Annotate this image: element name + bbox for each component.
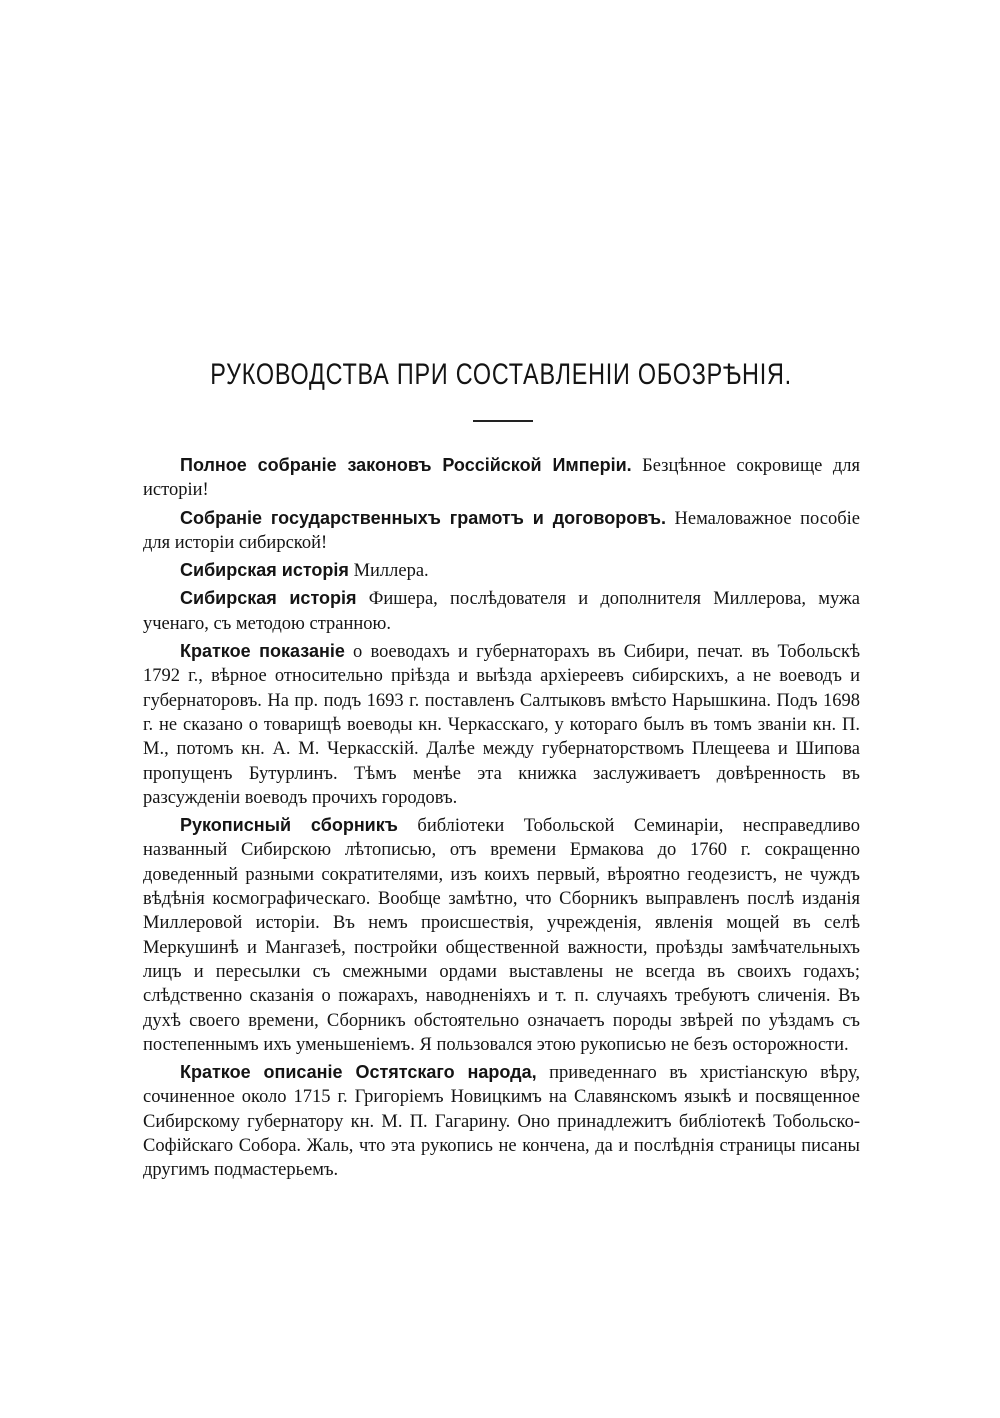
source-text-3: Миллера. — [348, 561, 429, 582]
source-entry-7 — [143, 1060, 860, 1182]
source-entry-5 — [143, 639, 860, 810]
source-entry-6 — [143, 813, 860, 1057]
page-title: РУКОВОДСТВА ПРИ СОСТАВЛЕНІИ ОБОЗРѢНІЯ. — [210, 358, 792, 391]
source-text-7: приведеннаго въ христіанскую вѣру, сочиненное около 1715 г. Григоріемъ Новицкимъ на Славянскомъ языкѣ и посвященное Сибирскому губернатору кн. М. П. Гагарину. Оно принадлежитъ библіотекѣ Тобольско-Софійскаго Собора. Жаль, что эта рукопись не кончена, да и послѣднія страницы писаны другимъ подмастерьемъ. — [143, 1063, 860, 1181]
source-heading-6: Рукописный сборникъ — [180, 815, 398, 836]
source-heading-3: Сибирская исторія — [180, 560, 349, 581]
source-heading-2: Собраніе государственныхъ грамотъ и договоровъ. — [180, 507, 666, 528]
source-text-1: Безцѣнное сокровище для исторіи! — [143, 456, 860, 501]
source-entry-1 — [143, 453, 860, 503]
source-entry-2 — [143, 506, 860, 556]
title-divider — [473, 420, 533, 422]
source-heading-4: Сибирская исторія — [180, 588, 357, 609]
source-entry-3 — [143, 558, 860, 583]
source-heading-1: Полное собраніе законовъ Россійской Имперіи. — [180, 455, 632, 475]
sources-list — [143, 453, 860, 1186]
source-heading-5: Краткое показаніе — [180, 641, 345, 662]
source-entry-4 — [143, 586, 860, 636]
source-text-2: Немаловажное пособіе для исторіи сибирской! — [143, 508, 860, 553]
source-text-6: библіотеки Тобольской Семинаріи, несправедливо названный Сибирскою лѣтописью, отъ времени Ермакова до 1760 г. сокращенно доведенный разными сократителями, изъ коихъ первый, вѣроятно геодезистъ, не чуждъ вѣдѣнія космографическаго. Вообще замѣтно, что Сборникъ выправленъ послѣ изданія Миллеровой исторіи. Въ немъ происшествія, учрежденія, явленія мощей въ селѣ Меркушинѣ и Мангазеѣ, постройки общественной важности, проѣзды замѣчательныхъ лицъ и пересылки съ смежными ордами выставлены не всегда въ своихъ годахъ; слѣдственно сказанія о пожарахъ, наводненіяхъ и т. п. случаяхъ требуютъ сличенія. Въ духѣ своего времени, Сборникъ обстоятельно означаетъ породы звѣрей по уѣздамъ съ постепеннымъ ихъ уменьшеніемъ. Я пользовался этою рукописью не безъ осторожности. — [143, 816, 860, 1055]
source-heading-7: Краткое описаніе Остятскаго народа, — [180, 1062, 537, 1083]
source-text-4: Фишера, послѣдователя и дополнителя Миллерова, мужа ученаго, съ методою странною. — [143, 589, 860, 634]
source-text-5: о воеводахъ и губернаторахъ въ Сибири, печат. въ Тобольскѣ 1792 г., вѣрное относительно пріѣзда и выѣзда архіереевъ сибирскихъ, а не воеводъ и губернаторовъ. На пр. подъ 1693 г. поставленъ Салтыковъ вмѣсто Нарышкина. Подъ 1698 г. не сказано о товарищѣ воеводы кн. Черкасскаго, у котораго былъ въ томъ званіи кн. П. М., потомъ кн. А. М. Черкасскій. Далѣе между губернаторствомъ Плещеева и Шипова пропущенъ Бутурлинъ. Тѣмъ менѣе эта книжка заслуживаетъ довѣренность въ разсужденіи воеводъ прочихъ городовъ. — [143, 642, 860, 808]
